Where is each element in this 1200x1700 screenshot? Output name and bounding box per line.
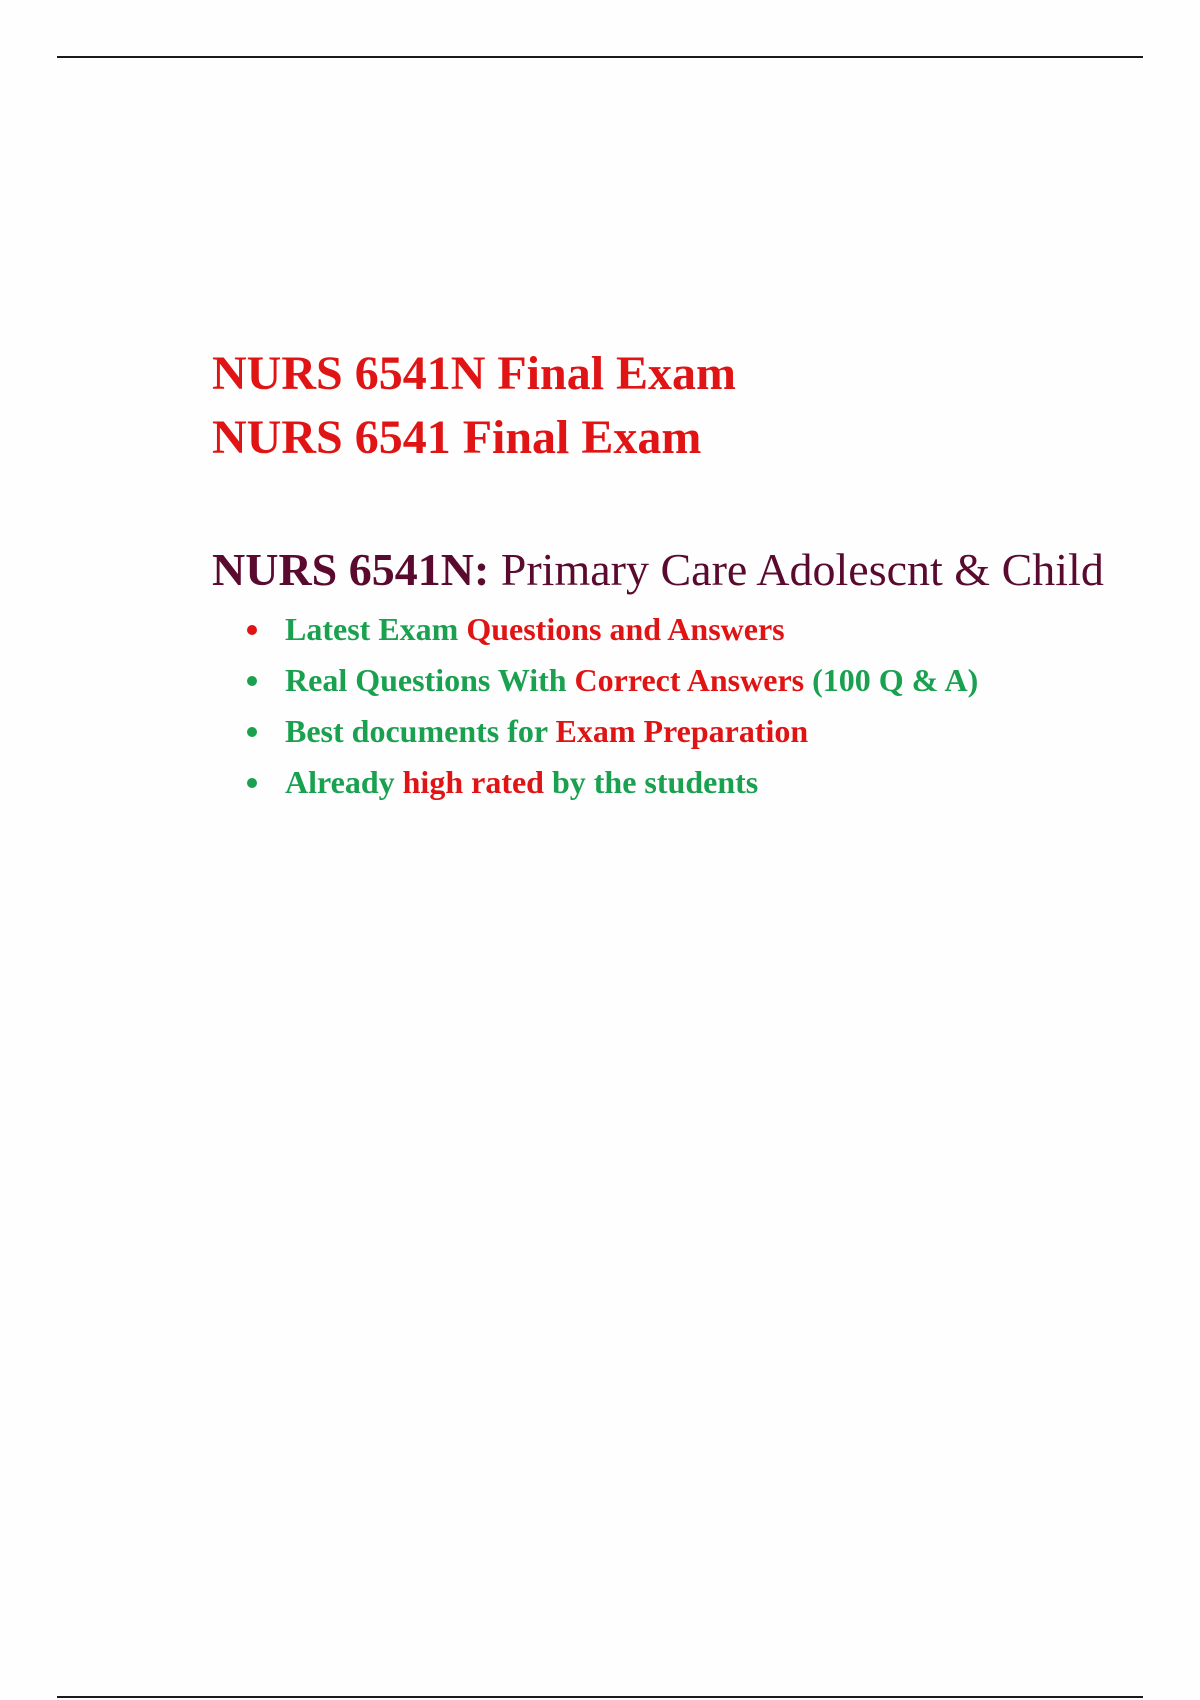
feature-segment: Correct Answers: [574, 662, 813, 698]
title-block: [212, 342, 736, 470]
course-code: NURS 6541N:: [212, 544, 490, 595]
feature-segment: Exam Preparation: [555, 713, 809, 749]
title-line-1: NURS 6541N Final Exam: [212, 347, 737, 400]
feature-segment: Real Questions With: [285, 662, 575, 698]
feature-list: [212, 604, 978, 808]
header-rule: [57, 56, 1143, 58]
feature-segment: Best documents for: [285, 713, 556, 749]
feature-item: [212, 757, 978, 808]
bullet-icon: [247, 727, 257, 737]
footer-rule: [57, 1696, 1143, 1698]
feature-segment: Already: [285, 764, 403, 800]
bullet-icon: [247, 778, 257, 788]
feature-segment: high rated: [402, 764, 552, 800]
feature-segment: by the students: [551, 764, 759, 800]
feature-item: [212, 706, 978, 757]
bullet-icon: [247, 676, 257, 686]
feature-segment: Latest Exam: [285, 611, 467, 647]
course-name: Primary Care Adolescnt & Child: [489, 544, 1104, 595]
feature-item: [212, 604, 978, 655]
course-heading: [212, 540, 1104, 600]
feature-item: [212, 655, 978, 706]
feature-segment: (100 Q & A): [812, 662, 979, 698]
bullet-icon: [247, 625, 257, 635]
title-line-2: NURS 6541 Final Exam: [212, 411, 702, 464]
feature-segment: Questions and Answers: [466, 611, 785, 647]
